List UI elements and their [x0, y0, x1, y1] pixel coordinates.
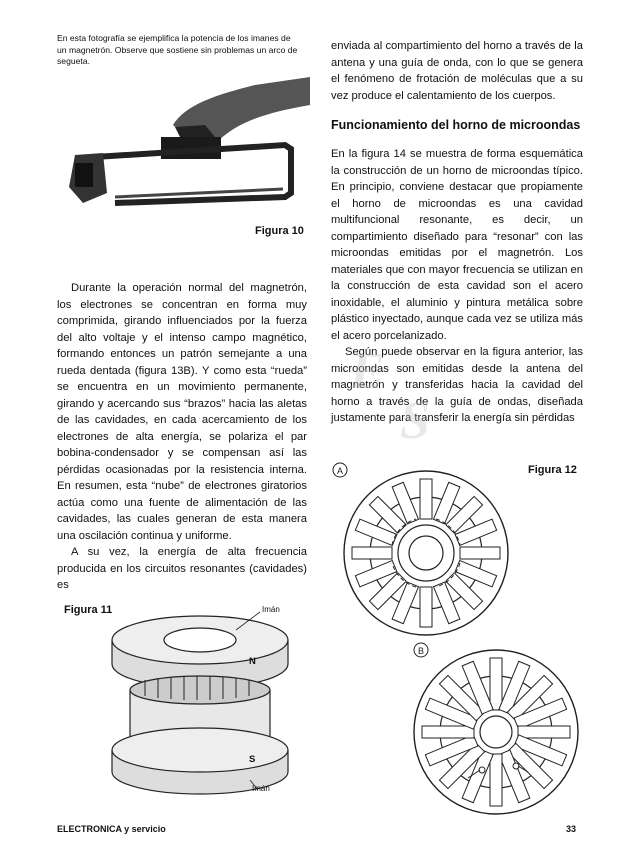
- paragraph: enviada al compartimiento del horno a través de la antena y una guía de onda, con lo que se genera el fenómeno de frotación de moléculas que a su vez produce el calentamiento de los cuerpos.: [331, 40, 583, 102]
- paragraph: A su vez, la energía de alta frecuencia producida en los circuitos resonantes (cavidades) es: [57, 546, 307, 591]
- paragraph: En la figura 14 se muestra de forma esquemática la construcción de un horno de microondas típico. En principio, conviene destacar que propiamente el horno de microondas es una cavidad multifuncional resonante, es decir, un compartimiento diseñado para “resonar” con las microondas emitidas por el magnetrón. Los materiales que con mayor frecuencia se utilizan en la construcción de esta cavidad son el acero inoxidable, el aluminio y pintura metálica sobre plástico inyectado, aunque cada vez se utiliza más el acero porcelanizado.: [331, 148, 583, 342]
- label-iman-bottom: Imán: [252, 784, 270, 793]
- figure-10-label: Figura 10: [255, 225, 304, 237]
- svg-text:S: S: [400, 390, 431, 450]
- label-b: B: [417, 646, 425, 656]
- vane: [422, 726, 474, 738]
- figure-12-diagram: [326, 458, 596, 828]
- magnetron-section-a: [344, 471, 508, 635]
- magnetron-section-b: [414, 650, 578, 814]
- photo-caption: En esta fotografía se ejemplifica la potencia de los imanes de un magnetrón. Observe que sostiene sin problemas un arco de segueta.: [57, 33, 298, 66]
- left-column-text: [57, 280, 307, 594]
- page-number: 33: [566, 824, 577, 834]
- vane: [490, 754, 502, 806]
- label-north: N: [249, 656, 256, 667]
- label-iman-top: Imán: [262, 605, 280, 614]
- vane: [518, 726, 570, 738]
- right-column-intro: [331, 38, 583, 104]
- section-title: Funcionamiento del horno de microondas: [331, 118, 581, 132]
- figure-11-diagram: [100, 600, 300, 800]
- svg-text:E: E: [350, 343, 385, 400]
- label-south: S: [249, 754, 256, 765]
- paragraph: Según puede observar en la figura anterior, las microondas son emitidas desde la antena del magnetrón y transferidas hacia la cavidad del horno a través de la guía de ondas, diseñada justamente para transferir la energía sin pérdidas: [331, 346, 583, 424]
- footer-publication: ELECTRONICA y servicio: [57, 824, 166, 834]
- vane: [420, 479, 432, 519]
- label-a: A: [336, 466, 344, 476]
- figure-11-label: Figura 11: [64, 604, 113, 616]
- figure-12-label: Figura 12: [528, 464, 577, 476]
- watermark-graphic: [340, 338, 600, 458]
- vane: [352, 547, 392, 559]
- paragraph: Durante la operación normal del magnetrón, los electrones se concentran en forma muy comprimida, girando influenciados por la fuerza del alto voltaje y el intenso campo magnético, formando entonces un patrón semejante a una rueda dentada (figura 13B). Y como esta “rueda” se encuentra en un movimiento permanente, girando y acercando sus “brazos” hacia las aletas de las cavidades, en cada acercamiento de los electrones de alta energía, se polariza el par bobina-condensador y se compensan así las pérdidas ocasionadas por la resistencia interna. En resumen, esta “nube” de electrones giratorios actúa como una fuente de alimentación de las cavidades, las cuales generan de esta manera una oscilación continua y uniforme.: [57, 282, 307, 542]
- vane: [490, 658, 502, 710]
- vane: [420, 587, 432, 627]
- vane: [460, 547, 500, 559]
- figure-10-photo: [55, 75, 310, 215]
